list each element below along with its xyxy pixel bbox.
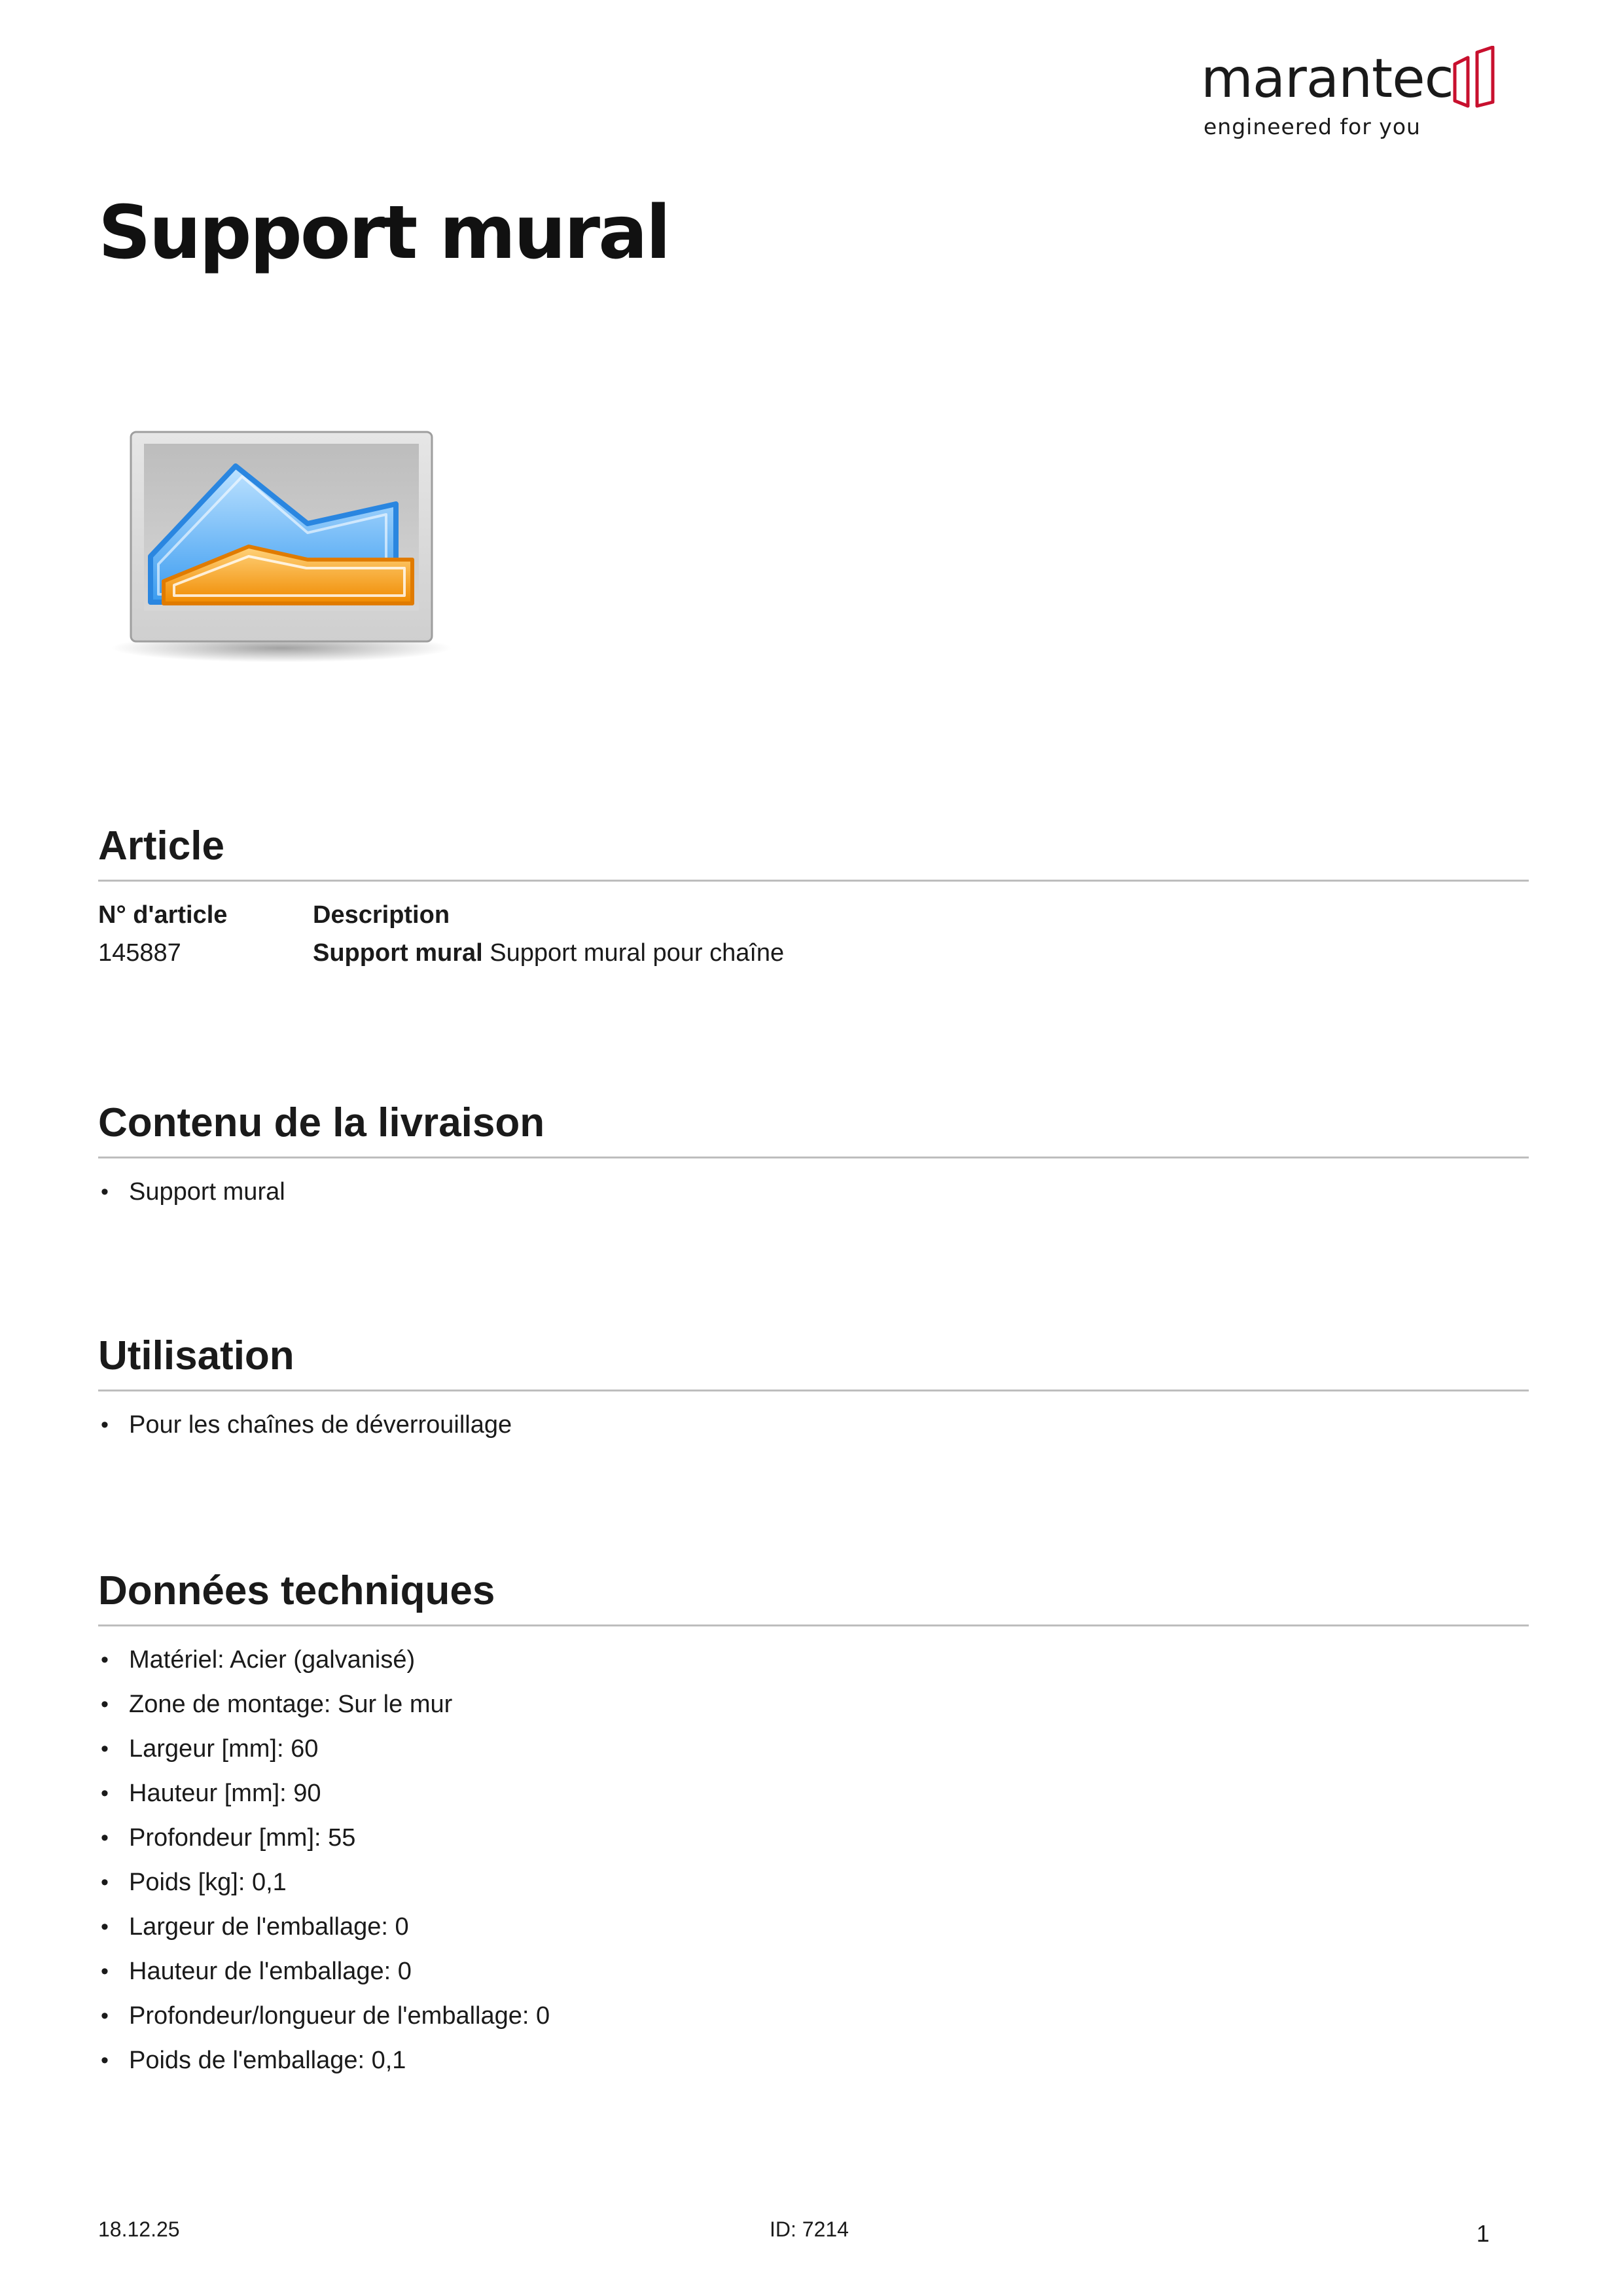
footer-date: 18.12.25	[98, 2217, 180, 2241]
list-item: • Poids [kg]: 0,1	[98, 1863, 1529, 1908]
brand-logo	[1201, 41, 1502, 145]
article-heading: Article	[98, 826, 1529, 882]
technical-list	[98, 1641, 1529, 2086]
list-item: • Hauteur [mm]: 90	[98, 1774, 1529, 1819]
article-table-header	[98, 896, 1529, 934]
article-description-cell	[313, 934, 784, 972]
list-item: • Profondeur [mm]: 55	[98, 1819, 1529, 1863]
article-description: Support mural pour chaîne	[490, 939, 785, 967]
brand-mark-icon	[1451, 46, 1503, 111]
list-item: • Pour les chaînes de déverrouillage	[98, 1406, 1529, 1450]
list-item: • Poids de l'emballage: 0,1	[98, 2041, 1529, 2086]
usage-section	[98, 1333, 1529, 1450]
article-table	[98, 896, 1529, 972]
usage-list	[98, 1406, 1529, 1450]
article-number-header: N° d'article	[98, 901, 228, 929]
list-item: • Largeur [mm]: 60	[98, 1730, 1529, 1774]
technical-section	[98, 1568, 1529, 2086]
page-number: 1	[1476, 2220, 1490, 2247]
list-item: • Matériel: Acier (galvanisé)	[98, 1641, 1529, 1685]
article-number: 145887	[98, 939, 181, 967]
list-item: • Profondeur/longueur de l'emballage: 0	[98, 1997, 1529, 2041]
list-item: • Zone de montage: Sur le mur	[98, 1685, 1529, 1730]
brand-name: marantec	[1201, 48, 1454, 110]
delivery-section	[98, 1100, 1529, 1217]
page-title: Support mural	[98, 190, 669, 276]
list-item: • Support mural	[98, 1173, 1529, 1217]
footer-id: ID: 7214	[770, 2217, 849, 2241]
usage-heading: Utilisation	[98, 1336, 1529, 1391]
brand-tagline: engineered for you	[1204, 114, 1421, 139]
technical-heading: Données techniques	[98, 1571, 1529, 1626]
article-name: Support mural	[313, 939, 483, 967]
article-description-header: Description	[313, 901, 450, 929]
article-section	[98, 823, 1529, 972]
list-item: • Hauteur de l'emballage: 0	[98, 1952, 1529, 1997]
image-placeholder-icon	[111, 425, 452, 668]
delivery-heading: Contenu de la livraison	[98, 1103, 1529, 1158]
article-table-row	[98, 934, 1529, 972]
delivery-list	[98, 1173, 1529, 1217]
list-item: • Largeur de l'emballage: 0	[98, 1908, 1529, 1952]
